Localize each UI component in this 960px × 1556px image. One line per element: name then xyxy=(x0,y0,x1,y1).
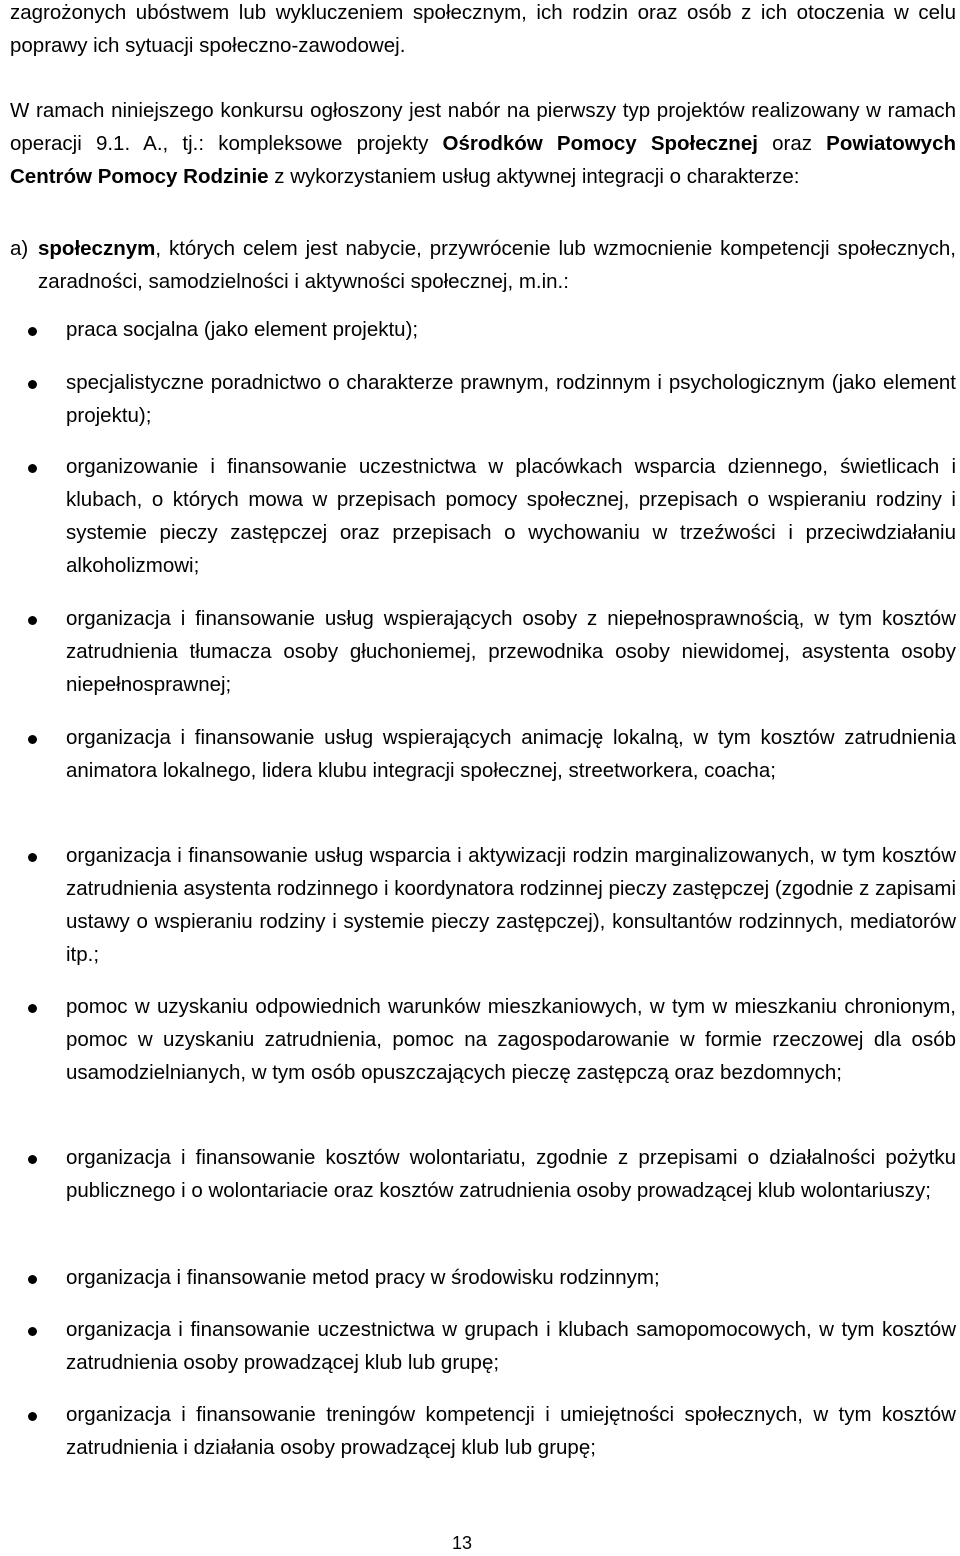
paragraph-text: z wykorzystaniem usług aktywnej integracji o charakterze: xyxy=(268,165,800,188)
bullet-dot-icon xyxy=(28,1412,37,1421)
bullet-item xyxy=(66,1141,956,1207)
bullet-text: organizacja i finansowanie metod pracy w środowisku rodzinnym; xyxy=(66,1266,660,1289)
list-marker: a) xyxy=(10,237,29,260)
bullet-dot-icon xyxy=(28,1327,37,1336)
bullet-text: organizacja i finansowanie kosztów wolontariatu, zgodnie z przepisami o działalności pożytku publicznego i o wolontariacie oraz kosztów zatrudnienia osoby prowadzącej klub wolontariuszy; xyxy=(66,1146,956,1202)
bullet-text: pomoc w uzyskaniu odpowiednich warunków mieszkaniowych, w tym w mieszkaniu chronionym, pomoc w uzyskaniu zatrudnienia, pomoc na zagospodarowanie w formie rzeczowej dla osób usamodzielnianych, w tym osób opuszczających pieczę zastępczą oraz bezdomnych; xyxy=(66,995,956,1084)
bullet-dot-icon xyxy=(28,327,37,336)
bullet-item xyxy=(66,721,956,787)
bullet-text: praca socjalna (jako element projektu); xyxy=(66,318,419,341)
bullet-text: organizowanie i finansowanie uczestnictwa w placówkach wsparcia dziennego, świetlicach i klubach, o których mowa w przepisach pomocy społecznej, przepisach o wspieraniu rodziny i systemie pieczy zastępczej oraz przepisach o wychowaniu w trzeźwości i przeciwdziałaniu alkoholizmowi; xyxy=(66,455,956,577)
bullet-item xyxy=(66,602,956,701)
bullet-text: organizacja i finansowanie treningów kompetencji i umiejętności społecznych, w tym kosztów zatrudnienia i działania osoby prowadzącej klub lub grupę; xyxy=(66,1403,956,1459)
paragraph-competition-scope xyxy=(10,94,956,193)
bullet-dot-icon xyxy=(28,380,37,389)
bullet-item xyxy=(66,990,956,1089)
bullet-dot-icon xyxy=(28,616,37,625)
list-item-text: , których celem jest nabycie, przywrócenie lub wzmocnienie kompetencji społecznych, zaradności, samodzielności i aktywności społecznej, m.in.: xyxy=(38,237,956,293)
bullet-dot-icon xyxy=(28,1275,37,1284)
bullet-text: organizacja i finansowanie usług wspierających osoby z niepełnosprawnością, w tym kosztów zatrudnienia tłumacza osoby głuchoniemej, przewodnika osoby niewidomej, asystenta osoby niepełnosprawnej; xyxy=(66,607,956,696)
bullet-item xyxy=(66,1313,956,1379)
bullet-text: specjalistyczne poradnictwo o charakterze prawnym, rodzinnym i psychologicznym (jako element projektu); xyxy=(66,371,956,427)
bold-term-pcpr: Powiatowych Centrów Pomocy Rodzinie xyxy=(10,132,956,188)
list-item-a xyxy=(10,232,956,298)
bold-term-ops: Ośrodków Pomocy Społecznej xyxy=(442,132,758,155)
bullet-item xyxy=(66,366,956,432)
bullet-item xyxy=(66,450,956,582)
bullet-item xyxy=(66,313,956,346)
paragraph-intro-continuation: zagrożonych ubóstwem lub wykluczeniem społecznym, ich rodzin oraz osób z ich otoczenia w celu poprawy ich sytuacji społeczno-zawodowej. xyxy=(10,1,956,57)
bullet-dot-icon xyxy=(28,464,37,473)
bullet-item xyxy=(66,839,956,971)
bullet-dot-icon xyxy=(28,1004,37,1013)
bullet-dot-icon xyxy=(28,1155,37,1164)
paragraph-text: oraz xyxy=(757,132,827,155)
bullet-text: organizacja i finansowanie uczestnictwa w grupach i klubach samopomocowych, w tym kosztów zatrudnienia osoby prowadzącej klub lub grupę; xyxy=(66,1318,956,1374)
paragraph-text: W ramach niniejszego konkursu ogłoszony jest nabór na pierwszy typ projektów realizowany w ramach operacji 9.1. A., tj.: kompleksowe projekty xyxy=(10,99,956,155)
bullet-dot-icon xyxy=(28,853,37,862)
bold-term-social: społecznym xyxy=(38,237,156,260)
page-number: 13 xyxy=(451,1533,473,1553)
bullet-text: organizacja i finansowanie usług wsparcia i aktywizacji rodzin marginalizowanych, w tym kosztów zatrudnienia asystenta rodzinnego i koordynatora rodzinnej pieczy zastępczej (zgodnie z zapisami ustawy o wspieraniu rodziny i systemie pieczy zastępczej), konsultantów rodzinnych, mediatorów itp.; xyxy=(66,844,956,966)
bullet-dot-icon xyxy=(28,735,37,744)
bullet-text: organizacja i finansowanie usług wspierających animację lokalną, w tym kosztów zatrudnienia animatora lokalnego, lidera klubu integracji społecznej, streetworkera, coacha; xyxy=(66,726,956,782)
bullet-item xyxy=(66,1398,956,1464)
list-item-body xyxy=(38,232,956,298)
bullet-item xyxy=(66,1261,956,1294)
